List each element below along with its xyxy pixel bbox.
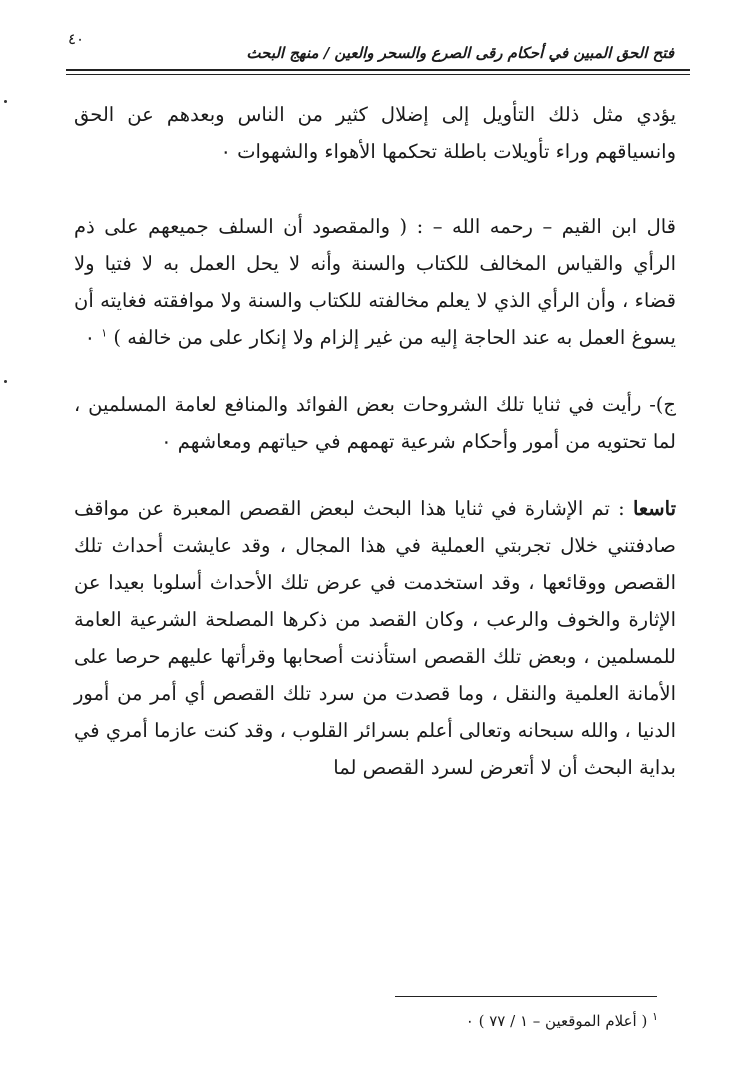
footnote-text: ( أعلام الموقعين – ١ / ٧٧ ) ٠ [465,1012,653,1030]
footnote-rule [395,996,657,997]
paragraph-4: تاسعا : تم الإشارة في ثنايا هذا البحث لبعض القصص المعبرة عن مواقف صادفتني خلال تجربتي العملية في هذا المجال ، وقد عايشت أحداث تلك القصص ووقائعها ، وقد استخدمت في عرض تلك الأحداث أسلوبا بعيدا عن الإثارة والخوف والرعب ، وكان القصد من ذكرها المصلحة الشرعية العامة للمسلمين ، وبعض تلك القصص استأذنت أصحابها وقرأتها عليهم حرصا على الأمانة العلمية والنقل ، وما قصدت من سرد تلك القصص أي أمر من أمور الدنيا ، والله سبحانه وتعالى أعلم بسرائر القلوب ، وقد كنت عازما أمري في بداية البحث أن لا أتعرض لسرد القصص لما [74,497,676,779]
paragraph-1: يؤدي مثل ذلك التأويل إلى إضلال كثير من الناس وبعدهم عن الحق وانسياقهم وراء تأويلات باطلة تحكمها الأهواء والشهوات ٠ [74,103,677,163]
page-body [74,96,676,816]
paragraph-3: ج)- رأيت في ثنايا تلك الشروحات بعض الفوائد والمنافع لعامة المسلمين ، لما تحتويه من أمور وأحكام شرعية تهمهم في حياتهم ومعاشهم ٠ [74,393,676,453]
footnote [466,1012,658,1030]
section-label: تاسعا [632,497,676,520]
footnote-number: ١ [652,1010,658,1023]
page-number: ٤٠ [68,30,85,48]
header-rule [66,69,690,75]
margin-mark [4,100,7,103]
paragraph-2: قال ابن القيم – رحمه الله – : ( والمقصود أن السلف جميعهم على ذم الرأي والقياس المخالف للكتاب والسنة وأنه لا يحل العمل به لا فتيا ولا قضاء ، وأن الرأي الذي لا يعلم مخالفته للكتاب والسنة ولا موافقته فغايته أن يسوغ العمل به عند الحاجة إليه من غير إلزام ولا إنكار على من خالفه ) $^١$ ٠ [74,215,676,349]
running-title: فتح الحق المبين في أحكام رقى الصرع والسحر والعين / منهج البحث [246,44,674,62]
footnote-ref: ١ [101,326,108,340]
margin-mark [4,380,7,383]
